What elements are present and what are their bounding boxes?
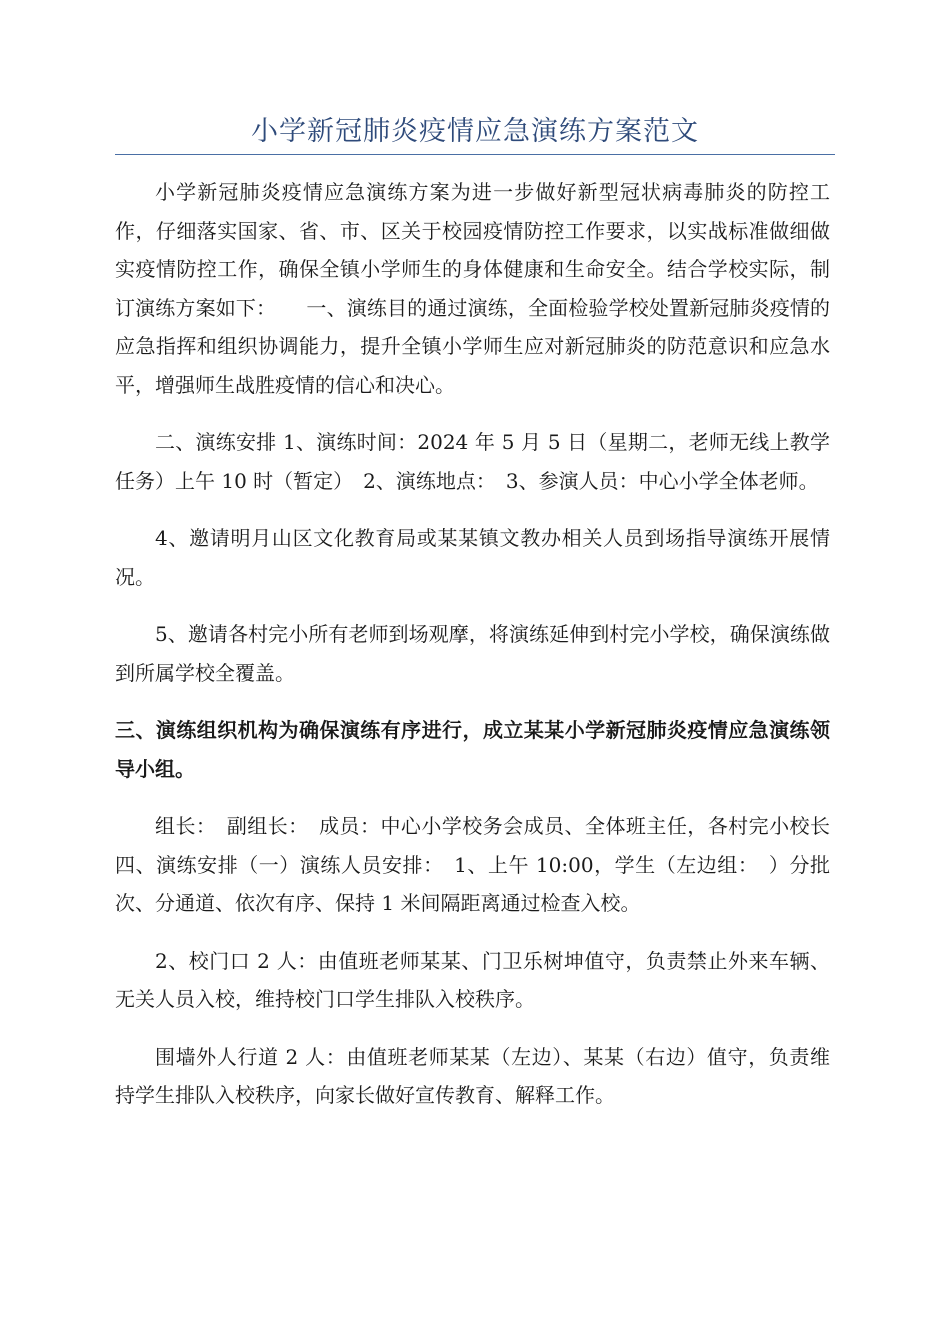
title-underline [115,154,835,155]
section-heading-organization: 三、演练组织机构为确保演练有序进行，成立某某小学新冠肺炎疫情应急演练领导小组。 [115,718,830,781]
paragraph-members: 组长： 副组长： 成员：中心小学校务会成员、全体班主任，各村完小校长四、演练安排（一）演练人员安排： 1、上午 10:00，学生（左边组： ）分批次、分通道、依次有序、保持 1 米间隔距离通过检查入校。 [115,814,830,915]
document-body [115,173,830,1134]
paragraph-intro: 小学新冠肺炎疫情应急演练方案为进一步做好新型冠状病毒肺炎的防控工作，仔细落实国家、省、市、区关于校园疫情防控工作要求，以实战标准做细做实疫情防控工作，确保全镇小学师生的身体健康和生命安全。结合学校实际，制订演练方案如下： 一、演练目的通过演练，全面检验学校处置新冠肺炎疫情的应急指挥和组织协调能力，提升全镇小学师生应对新冠肺炎的防范意识和应急水平，增强师生战胜疫情的信心和决心。 [115,180,830,397]
paragraph-arrangement: 二、演练安排 1、演练时间：2024 年 5 月 5 日（星期二，老师无线上教学任务）上午 10 时（暂定） 2、演练地点： 3、参演人员：中心小学全体老师。 [115,430,830,493]
paragraph-invite-bureau: 4、邀请明月山区文化教育局或某某镇文教办相关人员到场指导演练开展情况。 [115,526,830,589]
document-title: 小学新冠肺炎疫情应急演练方案范文 [251,116,699,147]
paragraph-school-gate: 2、校门口 2 人：由值班老师某某、门卫乐树坤值守，负责禁止外来车辆、无关人员入校，维持校门口学生排队入校秩序。 [115,948,830,1011]
paragraph-sidewalk: 围墙外人行道 2 人：由值班老师某某（左边）、某某（右边）值守，负责维持学生排队入校秩序，向家长做好宣传教育、解释工作。 [115,1044,830,1107]
paragraph-invite-teachers: 5、邀请各村完小所有老师到场观摩，将演练延伸到村完小学校，确保演练做到所属学校全覆盖。 [115,622,830,685]
